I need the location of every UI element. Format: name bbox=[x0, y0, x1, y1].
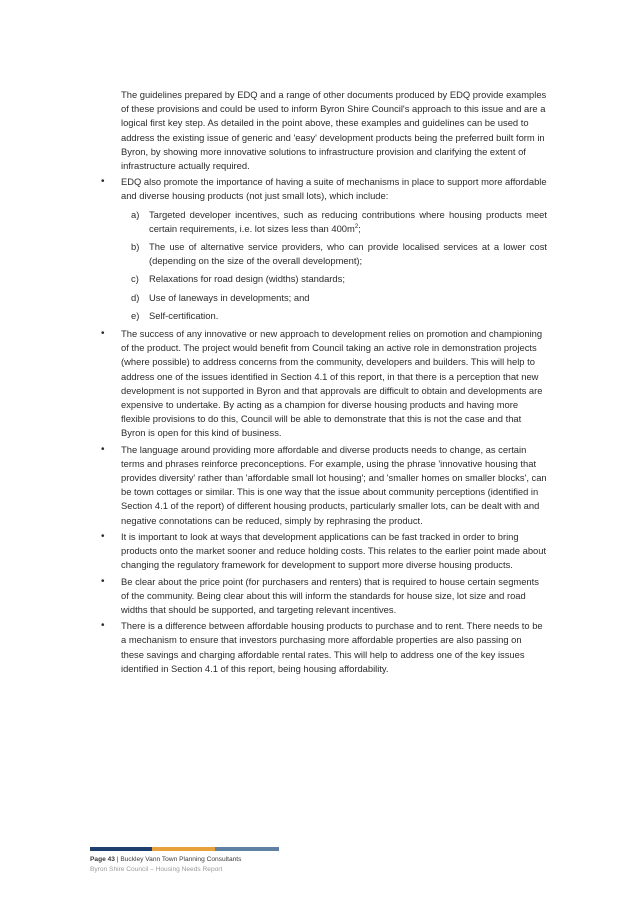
footer-color-bar bbox=[90, 847, 279, 851]
list-letter: a) bbox=[131, 208, 140, 220]
bullet-icon: • bbox=[101, 620, 105, 632]
page-number: Page 43 bbox=[90, 856, 115, 863]
list-item-text: The use of alternative service providers, who can provide localised services at a lower cost (depending on the size of the overall development); bbox=[149, 241, 547, 267]
superscript: 2 bbox=[354, 223, 359, 230]
bullet-item bbox=[97, 619, 547, 676]
list-letter: c) bbox=[131, 273, 139, 285]
list-item bbox=[121, 240, 547, 268]
bullet-text: Be clear about the price point (for purchasers and renters) that is required to house certain segments of the community. Being clear about this will inform the standards for house size, lot size and road widths that should be supported, and targeting relevant incentives. bbox=[121, 575, 539, 615]
bullet-text: The language around providing more affordable and diverse products needs to change, as certain terms and phrases reinforce preconceptions. For example, using the phrase 'innovative housing that provides diversity' rather than 'affordable small lot housing'; and 'smaller homes on smaller blocks', can be town cottages or similar. This is one way that the issue about community perceptions (identified in Section 4.1 of the report) of different housing products, particularly smaller lots, can be dealt with and negative connotations can be reduced, simply by rephrasing the product. bbox=[121, 443, 547, 526]
footer-bar-segment bbox=[152, 847, 215, 851]
list-letter: b) bbox=[131, 241, 140, 253]
footer-page-line bbox=[90, 856, 241, 863]
list-item-text: Targeted developer incentives, such as reducing contributions where housing products meet certain requirements, i.e. lot sizes less than 400m bbox=[149, 208, 547, 234]
bullet-icon: • bbox=[101, 530, 105, 542]
list-item bbox=[121, 208, 547, 236]
bullet-item bbox=[97, 530, 547, 573]
list-item-text: Self-certification. bbox=[149, 309, 219, 321]
list-letter: d) bbox=[131, 291, 140, 303]
bullet-icon: • bbox=[101, 176, 105, 188]
footer-bar-segment bbox=[215, 847, 279, 851]
list-item-suffix: ; bbox=[358, 222, 361, 234]
body-text bbox=[97, 88, 547, 676]
bullet-text: It is important to look at ways that development applications can be fast tracked in order to bring products onto the market sooner and reduce holding costs. This relates to the earlier point made about changing the regulatory framework for development to support more diverse housing products. bbox=[121, 530, 547, 571]
bullet-icon: • bbox=[101, 575, 105, 587]
bullet-text: The success of any innovative or new approach to development relies on promotion and championing of the product. The project would benefit from Council taking an active role in demonstration projects (where possible) to address concerns from the community, developers and builders. This will help to address one of the issues identified in Section 4.1 of this report, in that there is a perception that new development is not supported in Byron and that approvals are difficult to obtain and developments are expensive to undertake. By acting as a champion for diverse housing products and having more flexible provisions to do this, Council will be able to demonstrate that this is not the case and that Byron is open for this kind of business. bbox=[121, 328, 543, 439]
sub-list bbox=[121, 208, 547, 323]
bullet-icon: • bbox=[101, 328, 105, 340]
bullet-item bbox=[97, 175, 547, 323]
footer-report-title: Byron Shire Council – Housing Needs Report bbox=[90, 866, 223, 873]
firm-name: Buckley Vann Town Planning Consultants bbox=[120, 856, 242, 863]
list-item bbox=[121, 272, 547, 286]
bullet-text: There is a difference between affordable housing products to purchase and to rent. There needs to be a mechanism to ensure that investors purchasing more affordable properties are also passing on these savings and charging affordable rental rates. This will help to address one of the key issues identified in Section 4.1 of this report, being housing affordability. bbox=[121, 620, 543, 674]
bullet-item bbox=[97, 575, 547, 618]
intro-paragraph: The guidelines prepared by EDQ and a range of other documents produced by EDQ provide examples of these provisions and could be used to inform Byron Shire Council's approach to this issue and are a logical first key step. As detailed in the point above, these examples and guidelines can be used to address the existing issue of generic and 'easy' development products being the preferred built form in Byron, by showing more innovative solutions to infrastructure provision and clarifying the extent of infrastructure actually required. bbox=[121, 89, 547, 172]
bullet-item bbox=[97, 443, 547, 528]
list-letter: e) bbox=[131, 309, 140, 321]
list-item bbox=[121, 309, 547, 323]
bullet-icon: • bbox=[101, 443, 105, 455]
footer-bar-segment bbox=[90, 847, 152, 851]
footer-separator: | bbox=[114, 856, 121, 863]
list-item bbox=[121, 291, 547, 305]
bullet-text: EDQ also promote the importance of having a suite of mechanisms in place to support more affordable and diverse housing products (not just small lots), which include: bbox=[121, 176, 547, 202]
list-item-text: Use of laneways in developments; and bbox=[149, 291, 310, 303]
bullet-item bbox=[97, 327, 547, 441]
list-item-text: Relaxations for road design (widths) standards; bbox=[149, 273, 345, 285]
